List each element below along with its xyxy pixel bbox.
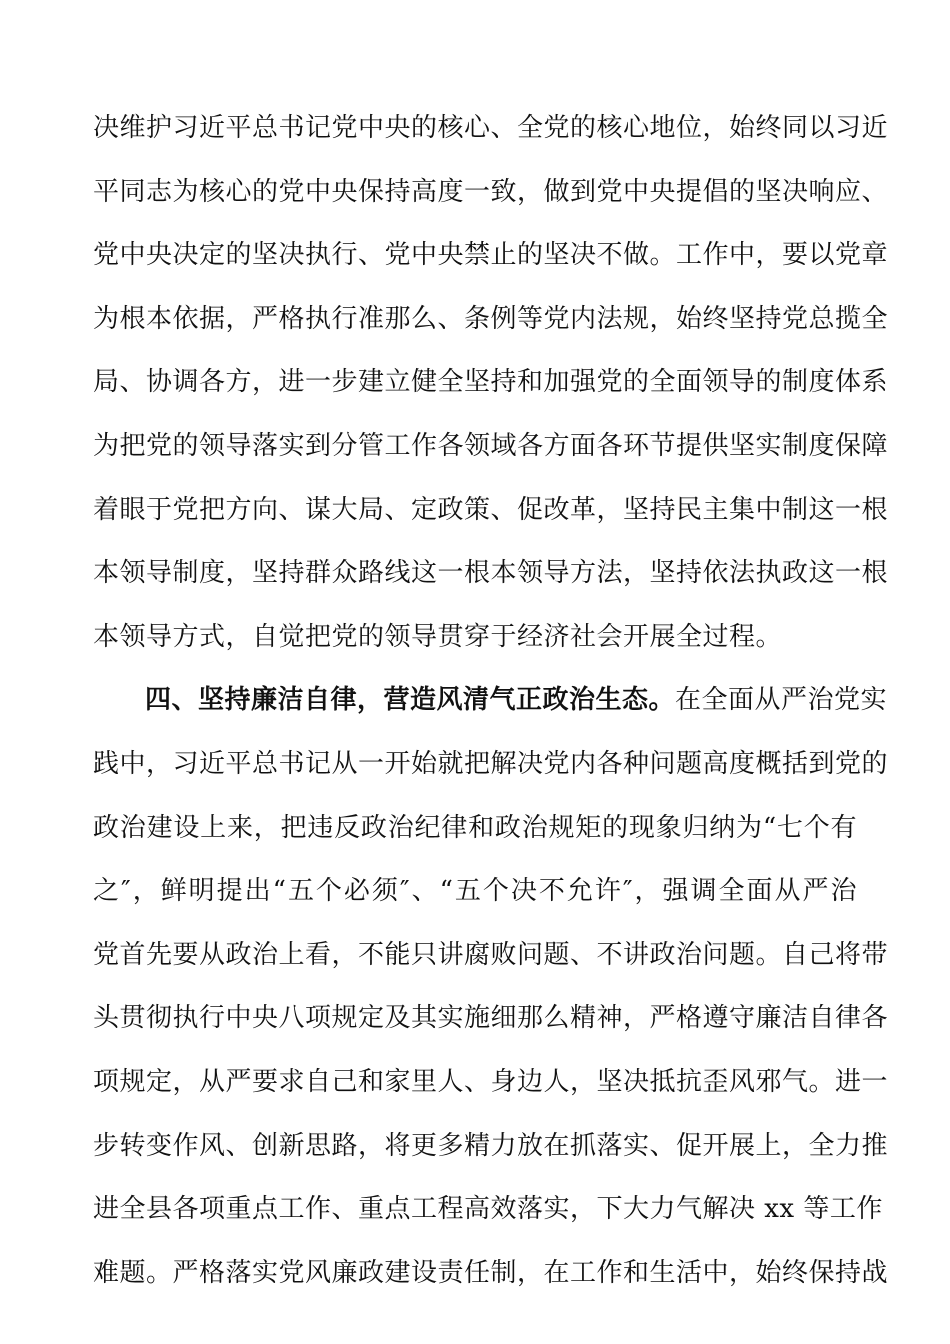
paragraph-line: 政治建设上来，把违反政治纪律和政治规矩的现象归纳为“七个有 — [93, 813, 857, 843]
paragraph-line: 步转变作风、创新思路，将更多精力放在抓落实、促开展上，全力推 — [93, 1131, 889, 1161]
section-heading-line — [145, 683, 888, 717]
paragraph-line: 为把党的领导落实到分管工作各领域各方面各环节提供坚实制度保障 — [93, 431, 889, 461]
paragraph-line: 之″，鲜明提出“五个必须″、“五个决不允许″，强调全面从严治 — [93, 876, 857, 906]
paragraph-line: 本领导制度，坚持群众路线这一根本领导方法，坚持依法执政这一根 — [93, 558, 889, 588]
paragraph-line: 头贯彻执行中央八项规定及其实施细那么精神，严格遵守廉洁自律各 — [93, 1003, 889, 1033]
paragraph-line: 平同志为核心的党中央保持高度一致，做到党中央提倡的坚决响应、 — [93, 177, 889, 207]
paragraph-line: 党中央决定的坚决执行、党中央禁止的坚决不做。工作中，要以党章 — [93, 240, 889, 270]
paragraph-line: 局、协调各方，进一步建立健全坚持和加强党的全面领导的制度体系 — [93, 367, 889, 397]
paragraph-line: 践中，习近平总书记从一开始就把解决党内各种问题高度概括到党的 — [93, 749, 889, 779]
heading-line-rest: 在全面从严治党实 — [675, 685, 888, 715]
paragraph-line: 项规定，从严要求自己和家里人、身边人，坚决抵抗歪风邪气。进一 — [93, 1067, 889, 1097]
paragraph-line: 决维护习近平总书记党中央的核心、全党的核心地位，始终同以习近 — [93, 113, 889, 143]
paragraph-line: 着眼于党把方向、谋大局、定政策、促改革，坚持民主集中制这一根 — [93, 495, 889, 525]
paragraph-line: 难题。严格落实党风廉政建设责任制，在工作和生活中，始终保持战 — [93, 1258, 889, 1288]
paragraph-line: 进全县各项重点工作、重点工程高效落实，下大力气解决 xx 等工作 — [93, 1194, 883, 1224]
paragraph-line: 为根本依据，严格执行准那么、条例等党内法规，始终坚持党总揽全 — [93, 304, 889, 334]
paragraph-line: 党首先要从政治上看，不能只讲腐败问题、不讲政治问题。自己将带 — [93, 940, 889, 970]
paragraph-line: 本领导方式，自觉把党的领导贯穿于经济社会开展全过程。 — [93, 622, 783, 652]
section-heading: 四、坚持廉洁自律，营造风清气正政治生态。 — [145, 685, 676, 715]
